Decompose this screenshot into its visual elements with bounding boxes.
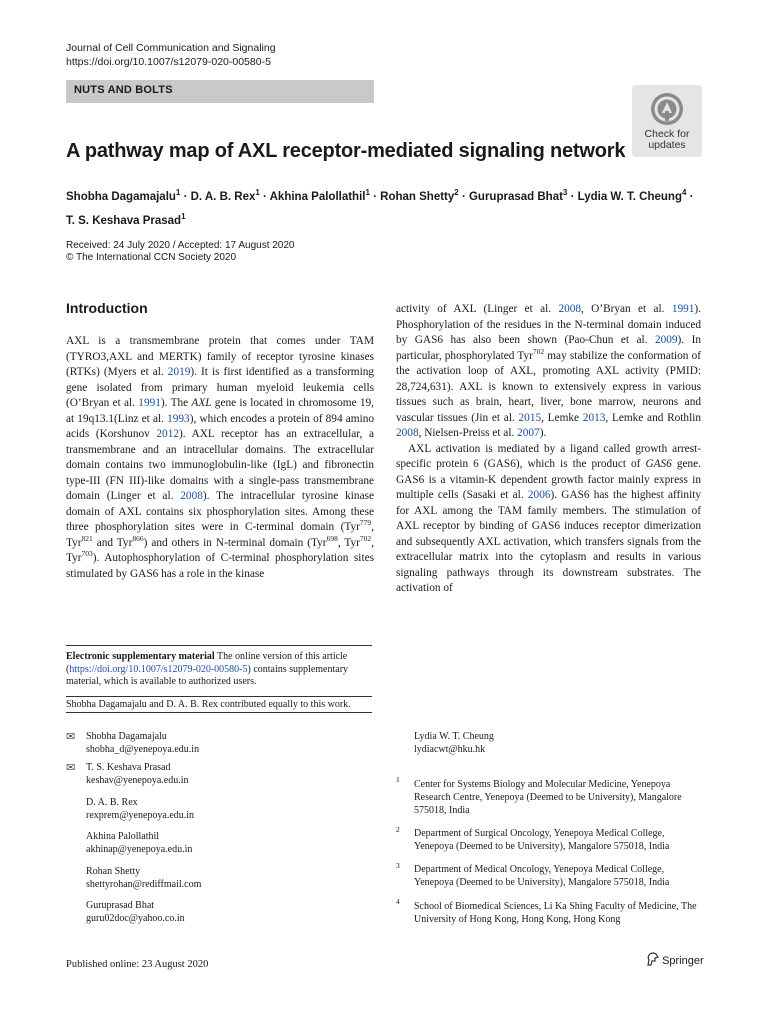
author-name[interactable]: D. A. B. Rex <box>190 190 256 203</box>
text-run: activity of AXL (Linger et al. <box>396 303 559 315</box>
journal-name: Journal of Cell Communication and Signaling <box>66 42 276 54</box>
text-run: ) contains supplementary material, which is available to authorized users. <box>66 663 349 687</box>
text-run: ). In particular, phosphorylated Tyr <box>396 334 701 362</box>
affiliation-ref: 1 <box>181 211 186 221</box>
affiliation-ref: 2 <box>454 188 459 197</box>
author-name[interactable]: Lydia W. T. Cheung <box>577 190 682 203</box>
citation-link[interactable]: 2008 <box>180 490 203 502</box>
envelope-icon: ✉ <box>66 731 76 743</box>
contact-email[interactable]: shettyrohan@rediffmail.com <box>86 878 202 890</box>
affiliation-text: Department of Surgical Oncology, Yenepoya Medical College, Yenepoya (Deemed to be University), Mangalore 575018, India <box>414 828 670 852</box>
citation-link[interactable]: 1991 <box>671 303 695 315</box>
citation-link[interactable]: 1993 <box>167 412 190 425</box>
text-run: ). The <box>160 397 192 409</box>
text-run: , O’Bryan et al. <box>581 303 672 315</box>
affiliation-number: 1 <box>396 775 400 784</box>
body-column-right <box>396 302 701 597</box>
contact-name: Rohan Shetty <box>86 866 141 877</box>
contact-name: Guruprasad Bhat <box>86 900 155 911</box>
residue-number: 703 <box>81 549 93 559</box>
affiliation-ref: 4 <box>681 188 687 197</box>
badge-label: Check for updates <box>644 128 690 151</box>
received-dates: Received: 24 July 2020 / Accepted: 17 August 2020 <box>66 240 295 251</box>
residue-number: 866 <box>132 533 144 543</box>
contact-email[interactable]: rexprem@yenepoya.edu.in <box>86 809 195 821</box>
text-run: gene is located in chromosome 19, at 19q13.1(Linz et al. <box>66 397 374 425</box>
author-name[interactable]: T. S. Keshava Prasad <box>66 214 182 227</box>
citation-link[interactable]: 2009 <box>654 334 678 346</box>
author-name[interactable]: Shobha Dagamajalu <box>66 190 176 203</box>
affiliation-ref: 1 <box>255 188 260 197</box>
citation-link[interactable]: 2019 <box>167 366 191 378</box>
supplementary-note <box>66 651 372 689</box>
contact-email[interactable]: guru02doc@yahoo.co.in <box>86 912 185 924</box>
section-heading: Introduction <box>66 300 148 316</box>
intro-paragraph-3 <box>396 442 701 597</box>
affiliation-ref: 3 <box>562 188 568 197</box>
text-run: , Nielsen-Preiss et al. <box>418 427 518 439</box>
contact-name: Shobha Dagamajalu <box>86 731 167 742</box>
citation-link[interactable]: 2012 <box>156 428 179 440</box>
publisher-name: Springer <box>662 955 704 967</box>
citation-link[interactable]: 2015 <box>518 411 542 424</box>
text-run: , Lemke and Rothlin <box>605 411 701 424</box>
envelope-icon: ✉ <box>66 762 76 774</box>
text-run: ). Autophosphorylation of C-terminal phosphorylation sites stimulated by GAS6 has a role in the kinase <box>66 552 374 580</box>
supplementary-link[interactable]: https://doi.org/10.1007/s12079-020-00580-5 <box>69 663 248 675</box>
contact-email[interactable]: keshav@yenepoya.edu.in <box>86 774 189 786</box>
text-run: and Tyr <box>92 536 133 549</box>
springer-horse-icon <box>646 952 659 966</box>
doi-link[interactable]: https://doi.org/10.1007/s12079-020-00580-5 <box>66 56 271 68</box>
esm-label: Electronic supplementary material <box>66 651 215 662</box>
affiliation-number: 3 <box>396 861 400 870</box>
text-run: AXL activation is mediated by a ligand called growth arrest-specific protein 6 (GAS6), which is the product of <box>396 442 701 470</box>
citation-link[interactable]: 2008 <box>558 303 582 315</box>
affiliation-ref: 1 <box>365 188 370 197</box>
contact-entry <box>86 900 185 925</box>
author-name[interactable]: Guruprasad Bhat <box>468 190 563 203</box>
text-run: , Tyr <box>66 521 374 549</box>
affiliation-text: School of Biomedical Sciences, Li Ka Shing Faculty of Medicine, The University of Hong Kong, Hong Kong, Hong Kong <box>414 901 697 925</box>
residue-number: 779 <box>359 518 372 528</box>
contact-name: Akhina Palollathil <box>86 831 160 842</box>
citation-link[interactable]: 2008 <box>396 427 419 439</box>
text-run: , Tyr <box>337 536 360 549</box>
text-run: ). Phosphorylation of the residues in the N-terminal domain induced by GAS6 has also been shown (Pao-Chun et al. <box>396 303 702 346</box>
contact-email[interactable]: lydiacwt@hku.hk <box>414 743 486 755</box>
author-name[interactable]: Rohan Shetty <box>380 190 455 203</box>
article-title: A pathway map of AXL receptor-mediated signaling network <box>66 140 626 162</box>
divider <box>66 712 372 713</box>
gene-name: GAS6 <box>645 458 672 470</box>
check-for-updates-icon <box>649 91 685 127</box>
equal-contribution-note: Shobha Dagamajalu and D. A. B. Rex contributed equally to this work. <box>66 699 351 710</box>
affiliation-text: Center for Systems Biology and Molecular Medicine, Yenepoya Research Centre, Yenepoya (Deemed to be University), Mangalore 575018, India <box>414 779 682 816</box>
citation-link[interactable]: 2006 <box>527 489 551 501</box>
author-name[interactable]: Akhina Palollathil <box>269 190 366 203</box>
intro-paragraph-1 <box>66 334 374 582</box>
contact-entry <box>86 831 192 856</box>
citation-link[interactable]: 1991 <box>138 397 161 409</box>
body-column-left <box>66 334 374 582</box>
text-run: ). It is first identified as a transforming gene isolated from primary human myeloid leukemia cells (O’Bryan et al. <box>66 366 375 409</box>
contact-name: Lydia W. T. Cheung <box>414 731 494 742</box>
text-run: , Lemke <box>541 411 583 424</box>
residue-number: 821 <box>81 533 93 543</box>
text-run: may stabilize the conformation of the activation loop of AXL, promoting AXL activity (PMID: 28,724,631). AXL is known to extensively express in various tissues such as brain, heart, liver, bone marrow, neurons and vascular tissues (Jin et al. <box>396 349 701 424</box>
gene-name: AXL <box>191 397 212 409</box>
contact-email[interactable]: shobha_d@yenepoya.edu.in <box>86 743 200 755</box>
text-run: , Tyr <box>66 536 374 564</box>
text-run: ). <box>539 427 547 439</box>
check-for-updates-badge[interactable] <box>632 85 702 157</box>
divider <box>66 645 372 646</box>
text-run: ) and others in N-terminal domain (Tyr <box>143 536 327 549</box>
affiliation-number: 4 <box>396 897 400 906</box>
affiliation-number: 2 <box>396 825 400 834</box>
published-date: Published online: 23 August 2020 <box>66 959 209 970</box>
divider <box>66 696 372 697</box>
citation-link[interactable]: 2007 <box>517 427 540 439</box>
contact-entry <box>414 731 494 756</box>
text-run: gene. GAS6 is a vitamin-K dependent growth factor mainly express in multiple cells (Sasaki et al. <box>396 458 701 501</box>
contact-entry <box>86 866 201 891</box>
residue-number: 698 <box>326 533 338 543</box>
section-label: NUTS AND BOLTS <box>74 84 173 96</box>
publisher-logo[interactable] <box>646 952 704 967</box>
residue-number: 702 <box>532 346 545 356</box>
text-run: ). AXL receptor has an extracellular, a transmembrane and an intracellular domains. The extracellular domain contains two immunoglobulin-like (IgL) and fibronectin type-III (FN III)-like domains with a single-pass transmembrane domain (Linger et al. <box>66 428 374 502</box>
contact-name: T. S. Keshava Prasad <box>86 762 171 773</box>
residue-number: 702 <box>359 533 372 543</box>
contact-entry <box>86 797 194 822</box>
text-run: ). GAS6 has the highest affinity for AXL among the TAM family members. The stimulation of AXL receptor by binding of GAS6 induces receptor dimerization and subsequently AXL activation, which transfers signals from the extracellular matrix into the cytoplasm and results in various signaling pathways through its downstream substrates. The activation of <box>396 489 701 594</box>
intro-paragraph-2 <box>396 302 701 442</box>
contact-entry <box>86 731 199 756</box>
contact-entry <box>86 762 189 787</box>
text-run: ). The intracellular tyrosine kinase domain of AXL contains six phosphorylation sites. Among these three phosphorylation sites were in C-terminal domain (Tyr <box>66 490 374 533</box>
text-run: ), which encodes a protein of 894 amino acids (Korshunov <box>66 412 375 440</box>
text-run: The online version of this article ( <box>66 651 348 675</box>
contact-email[interactable]: akhinap@yenepoya.edu.in <box>86 843 193 855</box>
contact-name: D. A. B. Rex <box>86 797 138 808</box>
copyright-line: © The International CCN Society 2020 <box>66 252 237 263</box>
author-list: Shobha Dagamajalu$^1$ · D. A. B. Rex$^1$ · Akhina Palollathil$^1$ · Rohan Shetty$^2$ · Guruprasad Bhat$^3$ · Lydia W. T. Cheung$^4$ · T. S. Keshava Prasad$^1$ <box>66 188 694 227</box>
affiliation-ref: 1 <box>175 188 181 197</box>
affiliation-text: Department of Medical Oncology, Yenepoya Medical College, Yenepoya (Deemed to be University), Mangalore 575018, India <box>414 864 670 888</box>
citation-link[interactable]: 2013 <box>582 411 606 424</box>
text-run: AXL is a transmembrane protein that comes under TAM (TYRO3,AXL and MERTK) family of receptor tyrosine kinases (RTKs) (Myers et al. <box>66 335 374 378</box>
